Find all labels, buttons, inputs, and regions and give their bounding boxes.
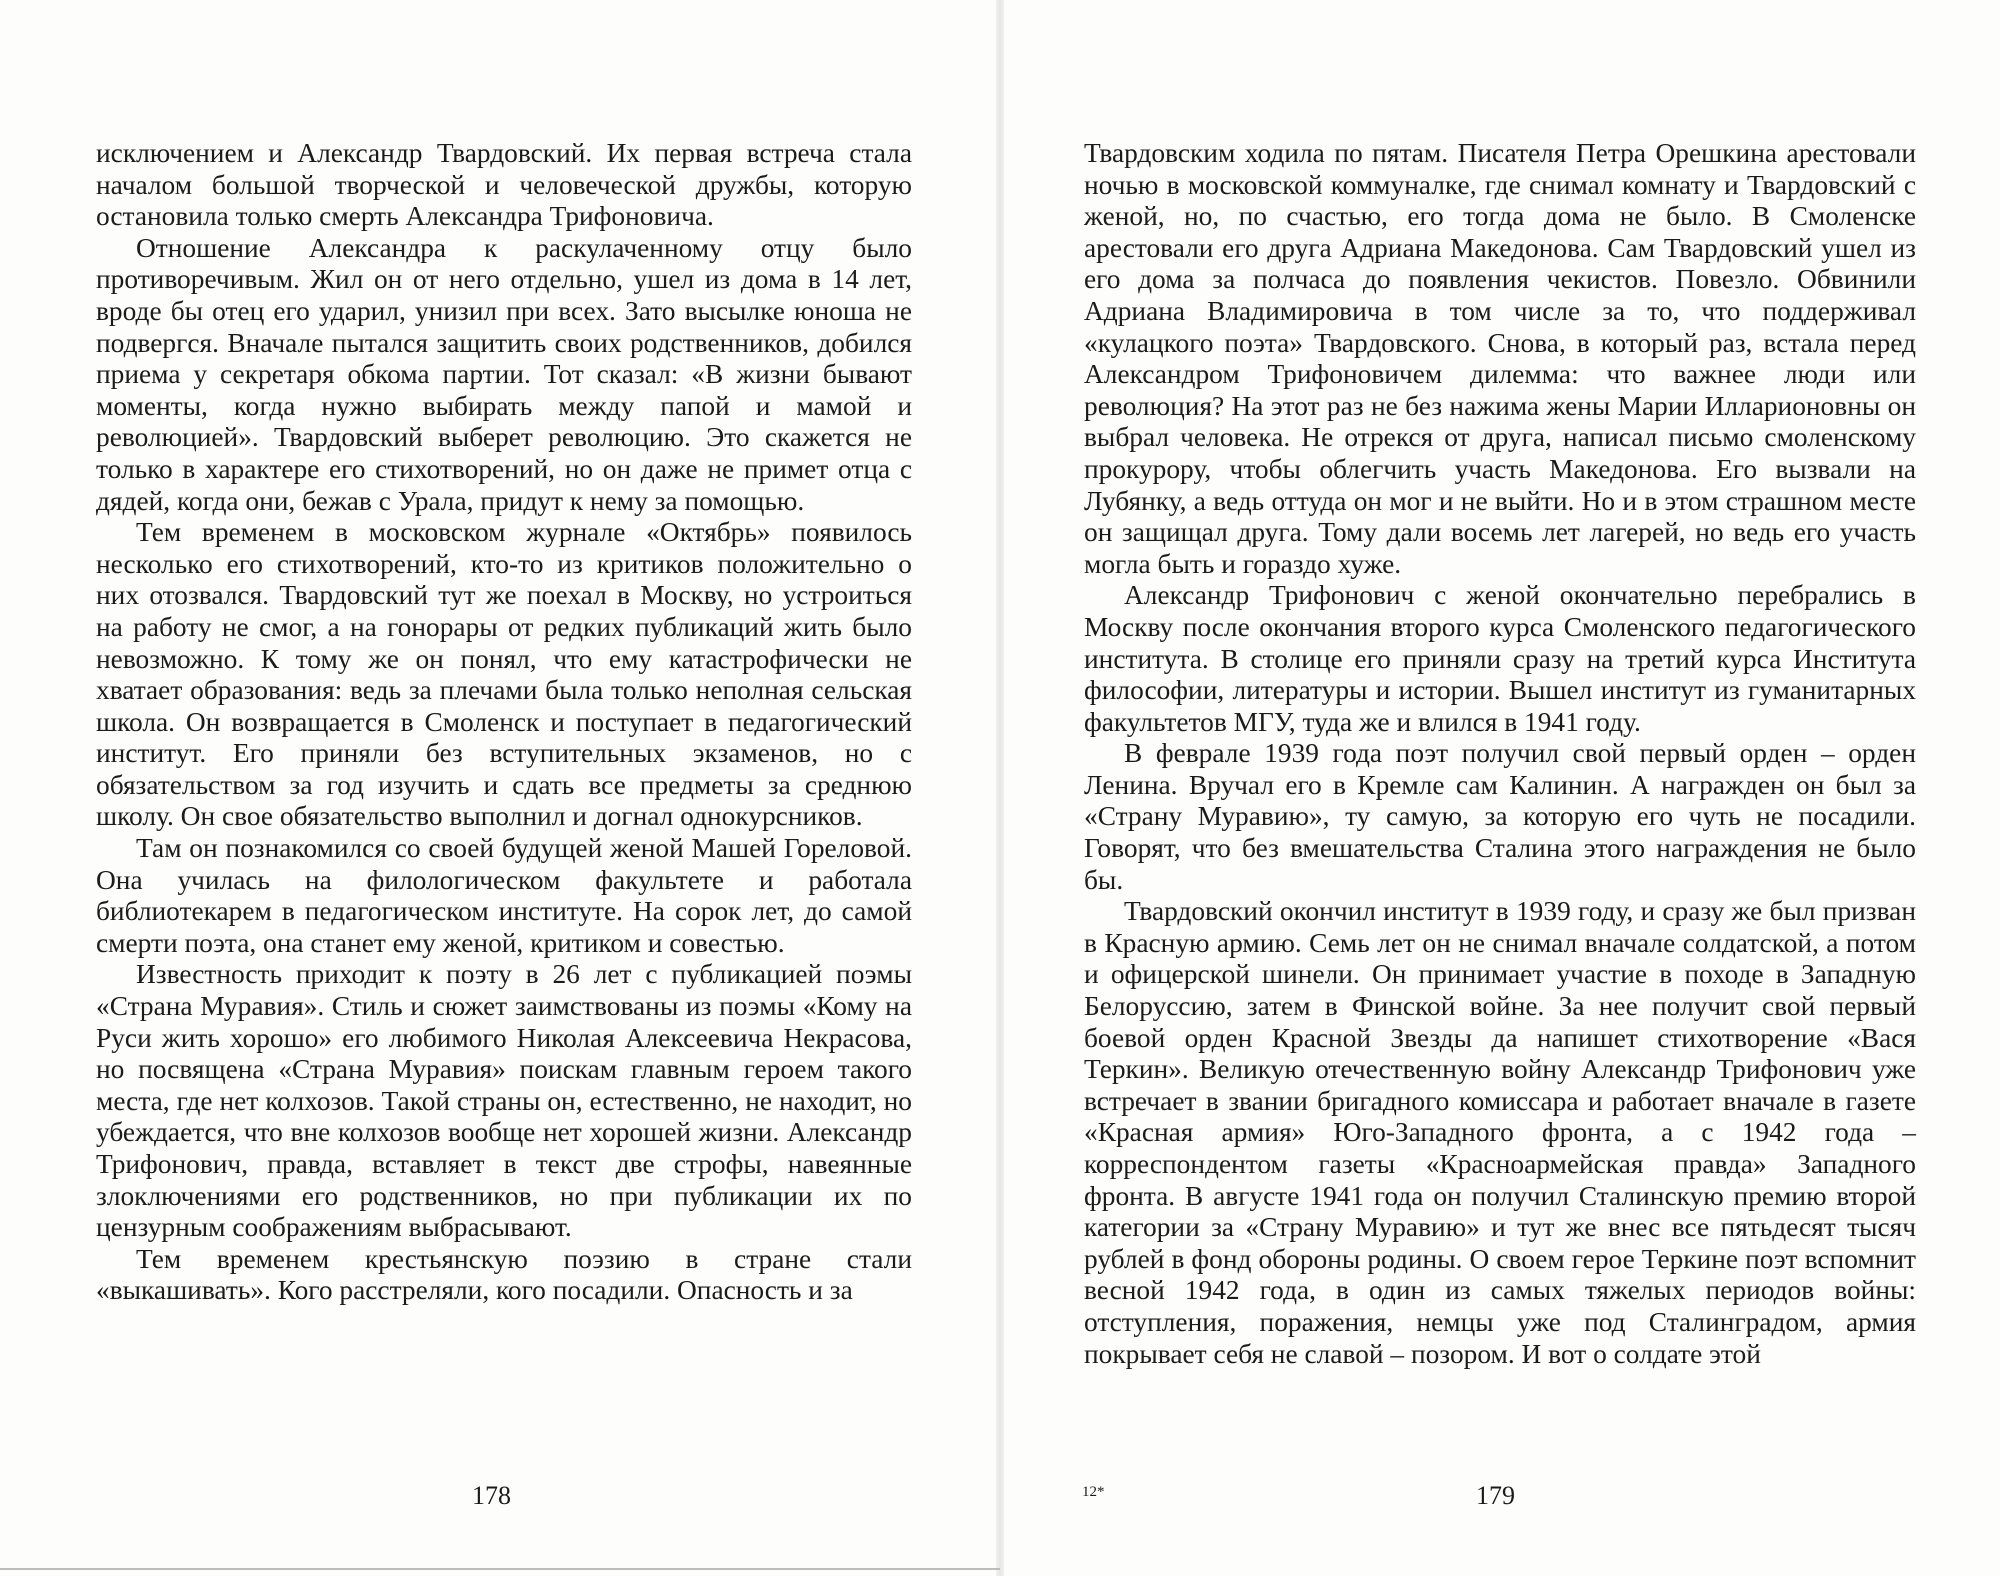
- paragraph: Александр Трифонович с женой окончательно перебрались в Москву после окончания второго курса Смоленского педагогического института. В столице его приняли сразу на третий курса Института философии, литературы и истории. Вышел институт из гуманитарных факультетов МГУ, туда же и влился в 1941 году.: [1084, 580, 1916, 737]
- right-page-text: [1084, 138, 1916, 1370]
- paragraph: Тем временем крестьянскую поэзию в стране стали «выкашивать». Кого расстреляли, кого посадили. Опасность и за: [96, 1243, 912, 1306]
- paragraph: Отношение Александра к раскулаченному отцу было противоречивым. Жил он от него отдельно, ушел из дома в 14 лет, вроде бы отец его ударил, унизил при всех. Зато высылке юноша не подвергся. Вначале пытался защитить своих родственников, добился приема у секретаря обкома партии. Тот сказал: «В жизни бывают моменты, когда нужно выбирать между папой и мамой и революцией». Твардовский выберет революцию. Это скажется не только в характере его стихотворений, но он даже не примет отца с дядей, когда они, бежав с Урала, придут к нему за помощью.: [96, 232, 912, 516]
- paragraph: В феврале 1939 года поэт получил свой первый орден – орден Ленина. Вручал его в Кремле сам Калинин. А награжден он был за «Страну Муравию», ту самую, за которую его чуть не посадили. Говорят, что без вмешательства Сталина этого награждения не было бы.: [1084, 738, 1916, 895]
- paragraph: Твардовским ходила по пятам. Писателя Петра Орешкина арестовали ночью в московской коммуналке, где снимал комнату и Твардовский с женой, но, по счастью, его тогда дома не было. В Смоленске арестовали его друга Адриана Македонова. Сам Твардовский ушел из его дома за полчаса до появления чекистов. Повезло. Обвинили Адриана Владимировича в том числе за то, что поддерживал «кулацкого поэта» Твардовского. Снова, в который раз, встала перед Александром Трифоновичем дилемма: что важнее люди или революция? На этот раз не без нажима жены Марии Илларионовны он выбрал человека. Не отрекся от друга, написал письмо смоленскому прокурору, чтобы облегчить участь Македонова. Его вызвали на Лубянку, а ведь оттуда он мог и не выйти. Но и в этом страшном месте он защищал друга. Тому дали восемь лет лагерей, но ведь его участь могла быть и гораздо хуже.: [1084, 138, 1916, 579]
- paragraph: Там он познакомился со своей будущей женой Машей Гореловой. Она училась на филологическом факультете и работала библиотекарем в педагогическом институте. На сорок лет, до самой смерти поэта, она станет ему женой, критиком и совестью.: [96, 833, 912, 958]
- page-edge-line: [0, 1568, 1000, 1570]
- signature-mark: 12*: [1082, 1484, 1105, 1500]
- left-page-text: [96, 138, 912, 1307]
- right-page: [1000, 0, 2000, 1576]
- paragraph: Твардовский окончил институт в 1939 году, и сразу же был призван в Красную армию. Семь лет он не снимал вначале солдатской, а потом и офицерской шинели. Он принимает участие в походе в Западную Белоруссию, затем в Финской войне. За нее получит свой первый боевой орден Красной Звезды да напишет стихотворение «Вася Теркин». Великую отечественную войну Александр Трифонович уже встречает в звании бригадного комиссара и работает вначале в газете «Красная армия» Юго-Западного фронта, а с 1942 года – корреспондентом газеты «Красноармейская правда» Западного фронта. В августе 1941 года он получил Сталинскую премию второй категории за «Страну Муравию» и тут же внес все пятьдесят тысяч рублей в фонд обороны родины. О своем герое Теркине поэт вспомнит весной 1942 года, в один из самых тяжелых периодов войны: отступления, поражения, немцы уже под Сталинградом, армия покрывает себя не славой – позором. И вот о солдате этой: [1084, 896, 1916, 1369]
- paragraph: исключением и Александр Твардовский. Их первая встреча стала началом большой творческой и человеческой дружбы, которую остановила только смерть Александра Трифоновича.: [96, 138, 912, 232]
- paragraph: Тем временем в московском журнале «Октябрь» появилось несколько его стихотворений, кто-то из критиков положительно о них отозвался. Твардовский тут же поехал в Москву, но устроиться на работу не смог, а на гонорары от редких публикаций жить было невозможно. К тому же он понял, что ему катастрофически не хватает образования: ведь за плечами была только неполная сельская школа. Он возвращается в Смоленск и поступает в педагогический институт. Его приняли без вступительных экзаменов, но с обязательством за год изучить и сдать все предметы за среднюю школу. Он свое обязательство выполнил и догнал однокурсников.: [96, 517, 912, 832]
- paragraph: Известность приходит к поэту в 26 лет с публикацией поэмы «Страна Муравия». Стиль и сюжет заимствованы из поэмы «Кому на Руси жить хорошо» его любимого Николая Алексеевича Некрасова, но посвящена «Страна Муравия» поискам главным героем такого места, где нет колхозов. Такой страны он, естественно, не находит, но убеждается, что вне колхозов вообще нет хорошей жизни. Александр Трифонович, правда, вставляет в текст две строфы, навеянные злоключениями его родственников, но при публикации их по цензурным соображениям выбрасывают.: [96, 959, 912, 1243]
- page-number: 178: [472, 1481, 511, 1510]
- page-number: 179: [1476, 1481, 1515, 1510]
